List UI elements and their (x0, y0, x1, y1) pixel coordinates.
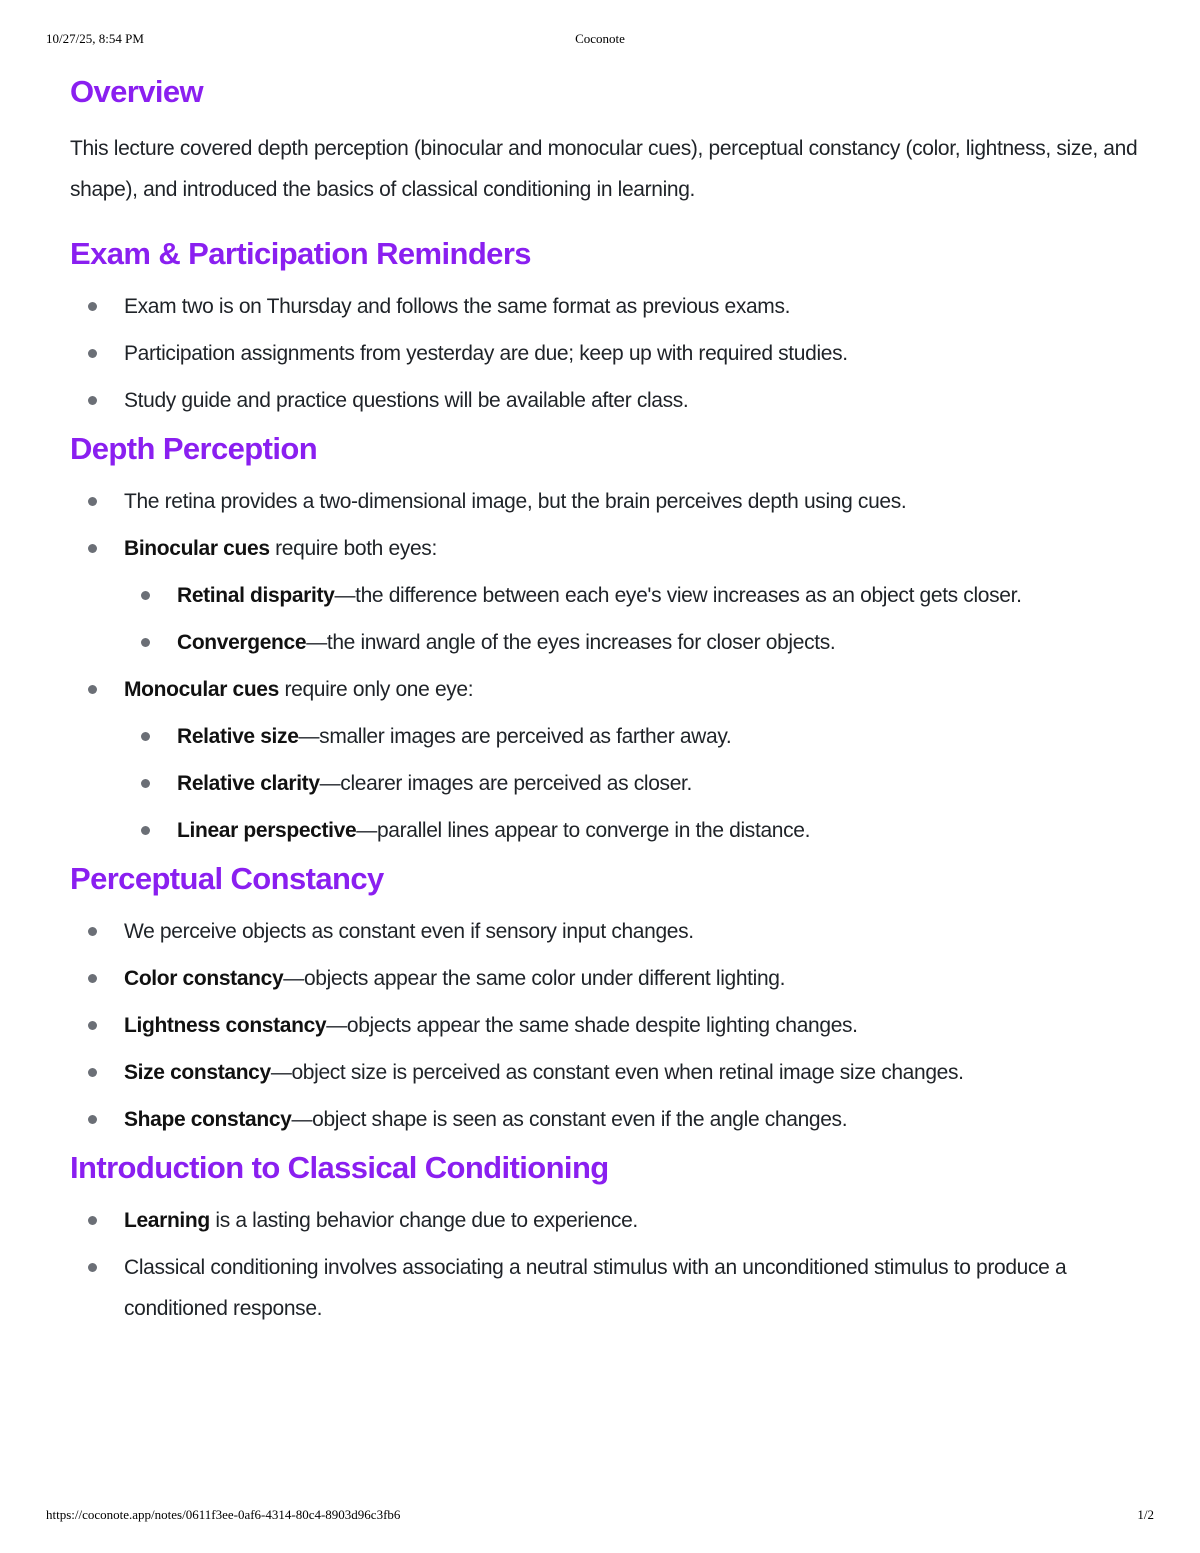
list-item-text: The retina provides a two-dimensional image, but the brain perceives depth using cues. (124, 490, 907, 513)
term-retinal-disparity: Retinal disparity (177, 584, 335, 607)
list-item-text: is a lasting behavior change due to experience. (209, 1209, 638, 1232)
bullet-dot-icon (141, 779, 150, 788)
list-item-text: —smaller images are perceived as farther away. (298, 725, 732, 748)
print-footer (46, 1507, 1154, 1525)
bullet-dot-icon (141, 732, 150, 741)
bullet-dot-icon (88, 349, 97, 358)
print-url[interactable]: https://coconote.app/notes/0611f3ee-0af6-4314-80c4-8903d96c3fb6 (46, 1507, 401, 1522)
sub-list-item (70, 716, 1150, 757)
list-item-text: —clearer images are perceived as closer. (319, 772, 692, 795)
list-item (70, 481, 1150, 522)
term-shape-constancy: Shape constancy (124, 1108, 292, 1131)
binocular-sublist (70, 575, 1150, 663)
constancy-list (70, 911, 1150, 1140)
list-item (70, 669, 1150, 851)
constancy-section (70, 857, 1150, 1140)
bullet-dot-icon (88, 1115, 97, 1124)
print-header (46, 31, 1154, 49)
exam-heading: Exam & Participation Reminders (70, 236, 531, 271)
sub-list-item (70, 575, 1150, 616)
term-lightness-constancy: Lightness constancy (124, 1014, 327, 1037)
list-item (70, 958, 1150, 999)
note-content (70, 70, 1150, 1335)
bullet-dot-icon (88, 1216, 97, 1225)
term-binocular: Binocular cues (124, 537, 270, 560)
bullet-dot-icon (88, 302, 97, 311)
list-item-text: —the difference between each eye's view increases as an object gets closer. (334, 584, 1022, 607)
bullet-dot-icon (88, 497, 97, 506)
list-item (70, 1005, 1150, 1046)
conditioning-section (70, 1146, 1150, 1329)
term-linear-perspective: Linear perspective (177, 819, 357, 842)
list-item-text: —object shape is seen as constant even if the angle changes. (291, 1108, 848, 1131)
overview-section (70, 70, 1150, 210)
bullet-dot-icon (141, 591, 150, 600)
term-monocular: Monocular cues (124, 678, 279, 701)
bullet-dot-icon (88, 1021, 97, 1030)
list-item-text: —parallel lines appear to converge in the distance. (356, 819, 811, 842)
sub-list-item (70, 810, 1150, 851)
list-item-text: Classical conditioning involves associating a neutral stimulus with an unconditioned stimulus to produce a conditioned response. (124, 1256, 1067, 1320)
term-color-constancy: Color constancy (124, 967, 284, 990)
list-item (70, 1247, 1150, 1329)
bullet-dot-icon (141, 638, 150, 647)
list-item-text: require only one eye: (278, 678, 474, 701)
depth-heading: Depth Perception (70, 431, 318, 466)
depth-list (70, 481, 1150, 851)
exam-section (70, 232, 1150, 421)
sub-list-item (70, 622, 1150, 663)
bullet-dot-icon (88, 927, 97, 936)
term-relative-clarity: Relative clarity (177, 772, 320, 795)
term-size-constancy: Size constancy (124, 1061, 271, 1084)
list-item (70, 528, 1150, 663)
list-item (70, 286, 1150, 327)
sub-list-item (70, 763, 1150, 804)
overview-heading: Overview (70, 74, 204, 109)
list-item (70, 380, 1150, 421)
list-item-text: —objects appear the same shade despite lighting changes. (326, 1014, 858, 1037)
list-item (70, 1052, 1150, 1093)
list-item (70, 333, 1150, 374)
depth-section (70, 427, 1150, 851)
list-item-text: Exam two is on Thursday and follows the same format as previous exams. (124, 295, 791, 318)
term-convergence: Convergence (177, 631, 307, 654)
list-item (70, 1099, 1150, 1140)
list-item-text: require both eyes: (269, 537, 437, 560)
monocular-sublist (70, 716, 1150, 851)
bullet-dot-icon (88, 1068, 97, 1077)
bullet-dot-icon (88, 544, 97, 553)
print-datetime: 10/27/25, 8:54 PM (46, 31, 144, 46)
list-item-text: —objects appear the same color under different lighting. (283, 967, 786, 990)
term-learning: Learning (124, 1209, 210, 1232)
page-number: 1/2 (1137, 1507, 1154, 1522)
print-title: Coconote (575, 31, 625, 46)
constancy-heading: Perceptual Constancy (70, 861, 384, 896)
bullet-dot-icon (88, 685, 97, 694)
list-item (70, 911, 1150, 952)
bullet-dot-icon (141, 826, 150, 835)
bullet-dot-icon (88, 396, 97, 405)
bullet-dot-icon (88, 974, 97, 983)
list-item-text: —object size is perceived as constant even when retinal image size changes. (270, 1061, 964, 1084)
overview-text: This lecture covered depth perception (binocular and monocular cues), perceptual constancy (color, lightness, size, and shape), and introduced the basics of classical conditioning in learning. (70, 137, 1138, 201)
term-relative-size: Relative size (177, 725, 299, 748)
list-item-text: —the inward angle of the eyes increases for closer objects. (306, 631, 836, 654)
conditioning-heading: Introduction to Classical Conditioning (70, 1150, 609, 1185)
conditioning-list (70, 1200, 1150, 1329)
bullet-dot-icon (88, 1263, 97, 1272)
list-item-text: We perceive objects as constant even if sensory input changes. (124, 920, 694, 943)
list-item (70, 1200, 1150, 1241)
list-item-text: Study guide and practice questions will be available after class. (124, 389, 689, 412)
exam-list (70, 286, 1150, 421)
list-item-text: Participation assignments from yesterday are due; keep up with required studies. (124, 342, 848, 365)
